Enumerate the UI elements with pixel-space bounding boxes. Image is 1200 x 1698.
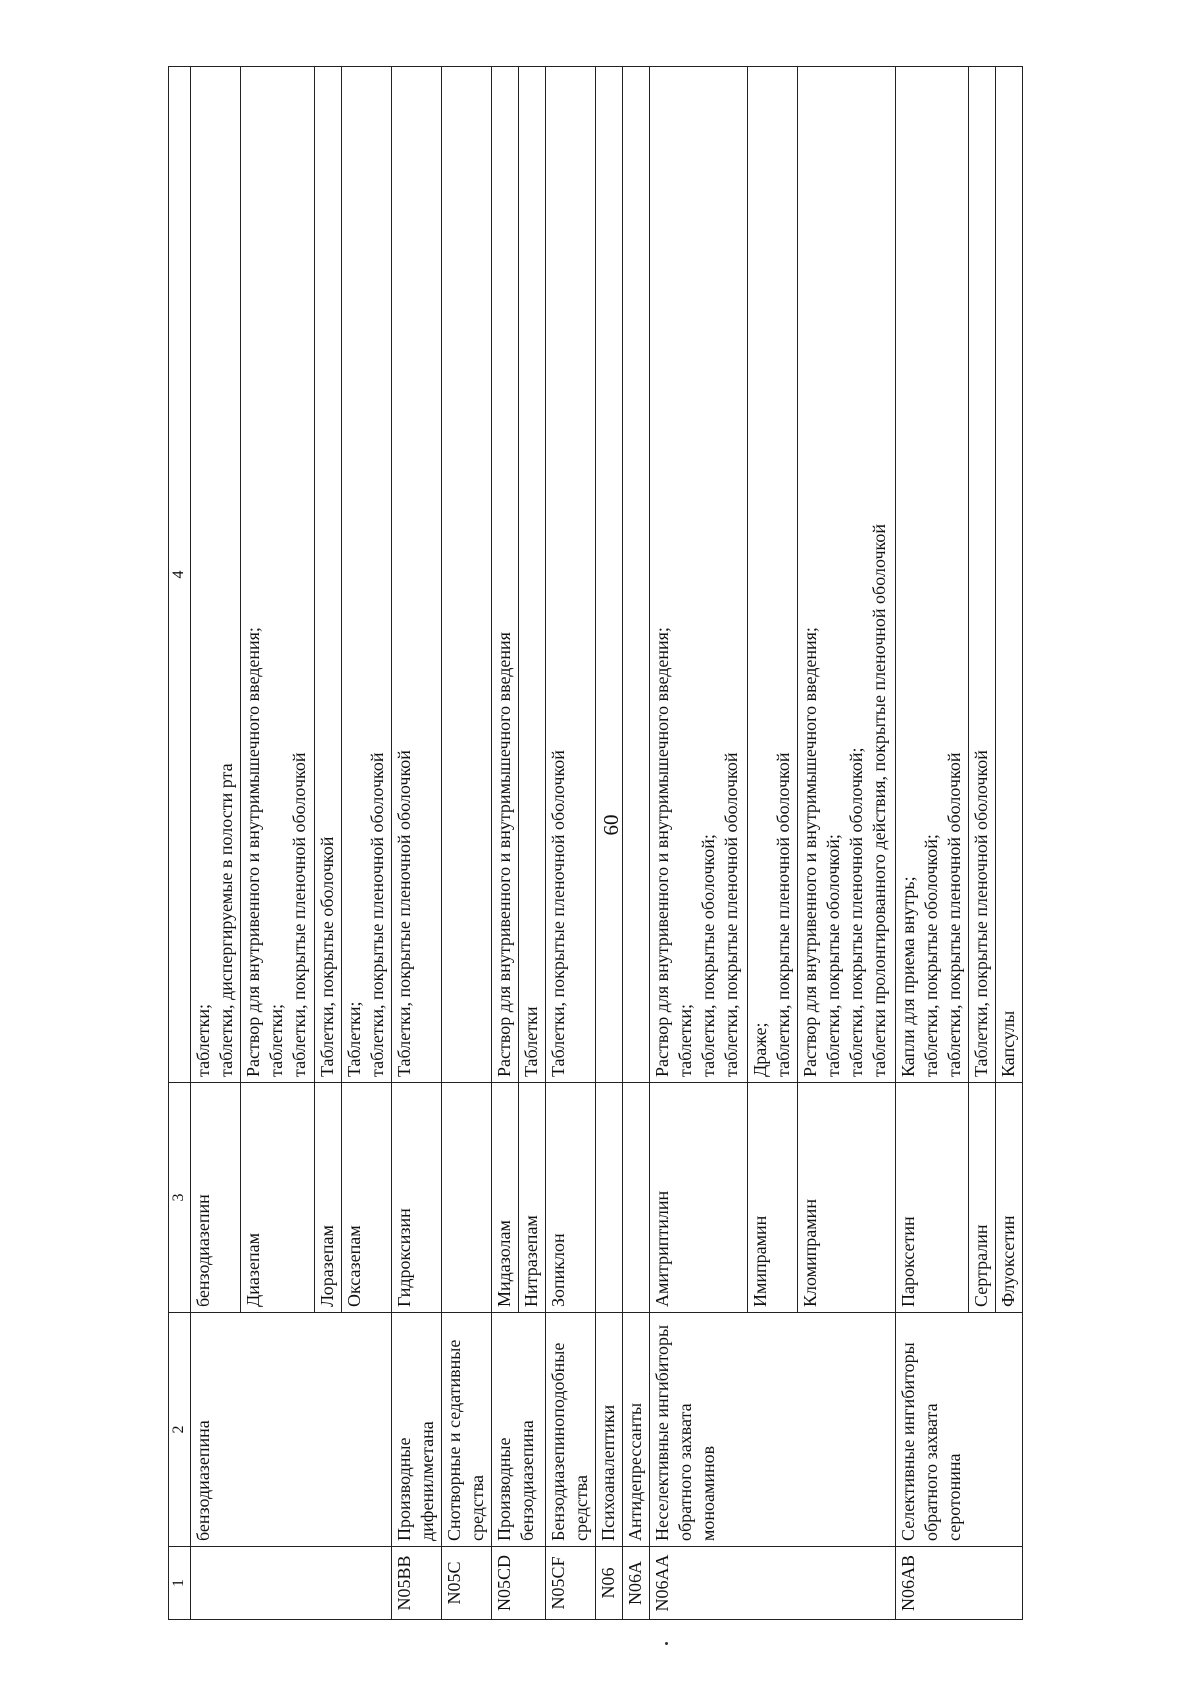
dosage-forms (747, 67, 797, 1083)
atc-code: N06A (623, 1547, 650, 1620)
drug-name: Сертралин (969, 1083, 996, 1313)
table-row (596, 67, 623, 1620)
form-line: таблетки, покрытые пленочной оболочкой (772, 752, 793, 1077)
header-col-1: 1 (169, 1547, 191, 1620)
form-line: Раствор для внутривенного и внутримышечного введения; (799, 627, 820, 1077)
drug-name (623, 1083, 650, 1313)
form-line: таблетки, покрытые пленочной оболочкой (366, 752, 387, 1077)
drug-name (442, 1083, 492, 1313)
table-row (391, 67, 441, 1620)
table-row (545, 67, 595, 1620)
form-line: Раствор для внутривенного и внутримышечного введения; (652, 627, 673, 1077)
form-line: таблетки, покрытые пленочной оболочкой (943, 752, 964, 1077)
dosage-forms (545, 67, 595, 1083)
form-line: Капли для приема внутрь; (897, 876, 918, 1077)
atc-code: N05C (442, 1547, 492, 1620)
scan-speck (665, 1642, 668, 1645)
form-line: Таблетки; (343, 1001, 364, 1077)
dosage-forms (240, 67, 314, 1083)
form-line: Таблетки (521, 1006, 542, 1077)
drug-name: бензодиазепин (190, 1083, 240, 1313)
dosage-forms (596, 67, 623, 1083)
group-name: Снотворные и седативные средства (442, 1313, 492, 1547)
drug-name: Нитразепам (519, 1083, 546, 1313)
form-line: таблетки, покрытые оболочкой; (698, 834, 719, 1077)
dosage-forms (650, 67, 748, 1083)
header-col-4: 4 (169, 67, 191, 1083)
dosage-forms (391, 67, 441, 1083)
drug-name: Мидазолам (492, 1083, 519, 1313)
form-line: таблетки, покрытые оболочкой; (920, 834, 941, 1077)
atc-code: N05CF (545, 1547, 595, 1620)
form-line: таблетки, покрытые пленочной оболочкой (288, 752, 309, 1077)
drug-name: Зопиклон (545, 1083, 595, 1313)
group-name: Антидепрессанты (623, 1313, 650, 1547)
atc-code: N05BB (391, 1547, 441, 1620)
table-row (623, 67, 650, 1620)
dosage-forms (969, 67, 996, 1083)
drug-name: Имипрамин (747, 1083, 797, 1313)
dosage-forms (895, 67, 969, 1083)
dosage-forms (519, 67, 546, 1083)
dosage-forms (190, 67, 240, 1083)
form-line: таблетки, покрытые пленочной оболочкой; (845, 747, 866, 1077)
table-row (492, 67, 519, 1620)
header-row (169, 67, 191, 1620)
form-line: таблетки, покрытые пленочной оболочкой (721, 752, 742, 1077)
form-line: таблетки; (192, 1003, 213, 1077)
form-line: Раствор для внутривенного и внутримышечного введения (494, 632, 515, 1077)
group-name: Неселективные ингибиторы обратного захвата моноаминов (650, 1313, 895, 1547)
drug-table (168, 66, 1023, 1620)
form-line: таблетки; (265, 1003, 286, 1077)
dosage-forms (314, 67, 341, 1083)
header-col-3: 3 (169, 1083, 191, 1313)
drug-name: Гидроксизин (391, 1083, 441, 1313)
group-name: Производные дифенилметана (391, 1313, 441, 1547)
form-line: таблетки, покрытые оболочкой; (822, 834, 843, 1077)
drug-name: Лоразепам (314, 1083, 341, 1313)
group-name: Производные бензодиазепина (492, 1313, 545, 1547)
drug-name (596, 1083, 623, 1313)
table-row (895, 67, 969, 1620)
form-line: Таблетки, покрытые оболочкой (316, 836, 337, 1077)
atc-code: N06 (596, 1547, 623, 1620)
rotated-table-container (168, 67, 1023, 1620)
header-col-2: 2 (169, 1313, 191, 1547)
dosage-forms (341, 67, 391, 1083)
form-line: таблетки; (675, 1003, 696, 1077)
drug-name: Кломипрамин (797, 1083, 895, 1313)
drug-name: Диазепам (240, 1083, 314, 1313)
atc-code: N05CD (492, 1547, 545, 1620)
atc-code: N06AB (895, 1547, 1022, 1620)
group-name: Селективные ингибиторы обратного захвата серотонина (895, 1313, 1022, 1547)
drug-name: Флуоксетин (996, 1083, 1023, 1313)
form-line: Таблетки, покрытые пленочной оболочкой (393, 750, 414, 1077)
atc-code: N06AA (650, 1547, 895, 1620)
table-row (650, 67, 748, 1620)
atc-code (190, 1547, 391, 1620)
page-number: 60 (599, 814, 623, 836)
dosage-forms (623, 67, 650, 1083)
form-line: Таблетки, покрытые пленочной оболочкой (971, 750, 992, 1077)
table-row (442, 67, 492, 1620)
dosage-forms (442, 67, 492, 1083)
drug-name: Пароксетин (895, 1083, 969, 1313)
form-line: таблетки пролонгированного действия, покрытые пленочной оболочкой (868, 524, 889, 1077)
dosage-forms (996, 67, 1023, 1083)
table-row (190, 67, 240, 1620)
dosage-forms (492, 67, 519, 1083)
form-line: Раствор для внутривенного и внутримышечного введения; (242, 627, 263, 1077)
drug-name: Оксазепам (341, 1083, 391, 1313)
group-name: Психоаналептики (596, 1313, 623, 1547)
group-name: Бензодиазепиноподобные средства (545, 1313, 595, 1547)
dosage-forms (797, 67, 895, 1083)
form-line: Капсулы (998, 1010, 1019, 1077)
drug-name: Амитриптилин (650, 1083, 748, 1313)
form-line: Драже; (749, 1022, 770, 1077)
form-line: таблетки, диспергируемые в полости рта (215, 763, 236, 1077)
group-name: бензодиазепина (190, 1313, 391, 1547)
form-line: Таблетки, покрытые пленочной оболочкой (547, 750, 568, 1077)
